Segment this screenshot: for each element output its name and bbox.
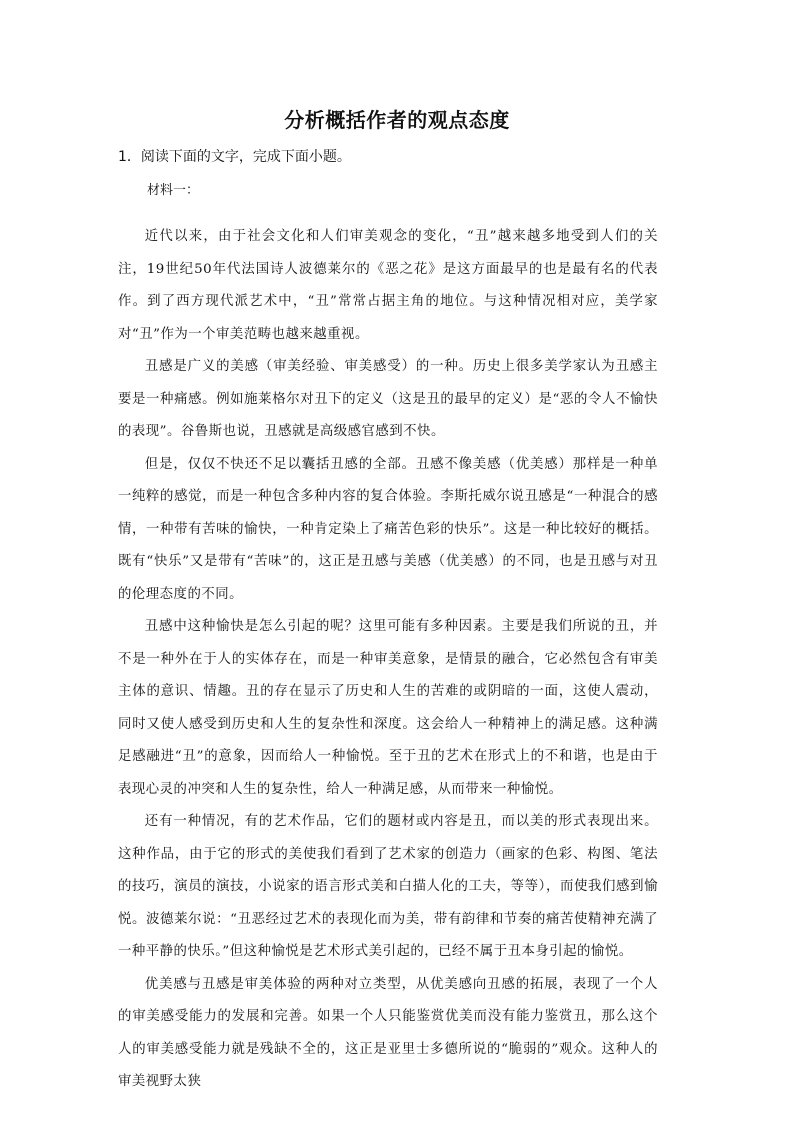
paragraph: 还有一种情况，有的艺术作品，它们的题材或内容是丑，而以美的形式表现出来。这种作品，由于它的形式的美使我们看到了艺术家的创造力（画家的色彩、构图、笔法的技巧，演员的演技，小说家的语言形式美和白描人化的工夫，等等），而使我们感到愉悦。波德莱尔说：“丑恶经过艺术的表现化而为美，带有韵律和节奏的痛苦使精神充满了一种平静的快乐。”但这种愉悦是艺术形式美引起的，已经不属于丑本身引起的愉悦。 xyxy=(118,814,658,959)
material-label: 材料一： xyxy=(147,183,200,198)
paragraph: 但是，仅仅不快还不足以囊括丑感的全部。丑感不像美感（优美感）那样是一种单一纯粹的感觉，而是一种包含多种内容的复合体验。李斯托威尔说丑感是“一种混合的感情，一种带有苦味的愉快，一种肯定染上了痛苦色彩的快乐”。这是一种比较好的概括。既有“快乐”又是带有“苦味”的，这正是丑感与美感（优美感）的不同，也是丑感与对丑的伦理态度的不同。 xyxy=(118,456,658,602)
paragraph: 优美感与丑感是审美体验的两种对立类型，从优美感向丑感的拓展，表现了一个人的审美感受能力的发展和完善。如果一个人只能鉴赏优美而没有能力鉴赏丑，那么这个人的审美感受能力就是残缺不全的，这正是亚里士多德所说的“脆弱的”观众。这种人的审美视野太狭 xyxy=(118,976,658,1089)
paragraph: 丑感中这种愉快是怎么引起的呢？这里可能有多种因素。主要是我们所说的丑，并不是一种外在于人的实体存在，而是一种审美意象，是情景的融合，它必然包含有审美主体的意识、情趣。丑的存在显示了历史和人生的苦难的或阴暗的一面，这使人震动，同时又使人感受到历史和人生的复杂性和深度。这会给人一种精神上的满足感。这种满足感融进“丑”的意象，因而给人一种愉悦。至于丑的艺术在形式上的不和谐，也是由于表现心灵的冲突和人生的复杂性，给人一种满足感，从而带来一种愉悦。 xyxy=(118,619,658,797)
paragraph: 丑感是广义的美感（审美经验、审美感受）的一种。历史上很多美学家认为丑感主要是一种痛感。例如施莱格尔对丑下的定义（这是丑的最早的定义）是“恶的令人不愉快的表现”。谷鲁斯也说，丑感就是高级感官感到不快。 xyxy=(118,359,658,439)
question-prompt: 1．阅读下面的文字，完成下面小题。 xyxy=(118,149,351,165)
paragraph: 近代以来，由于社会文化和人们审美观念的变化，“丑”越来越多地受到人们的关注，19世纪50年代法国诗人波德莱尔的《恶之花》是这方面最早的也是最有名的代表作。到了西方现代派艺术中，“丑”常常占据主角的地位。与这种情况相对应，美学家对“丑”作为一个审美范畴也越来越重视。 xyxy=(118,229,658,342)
passage-body xyxy=(118,221,658,1099)
page-title: 分析概括作者的观点态度 xyxy=(284,108,510,132)
